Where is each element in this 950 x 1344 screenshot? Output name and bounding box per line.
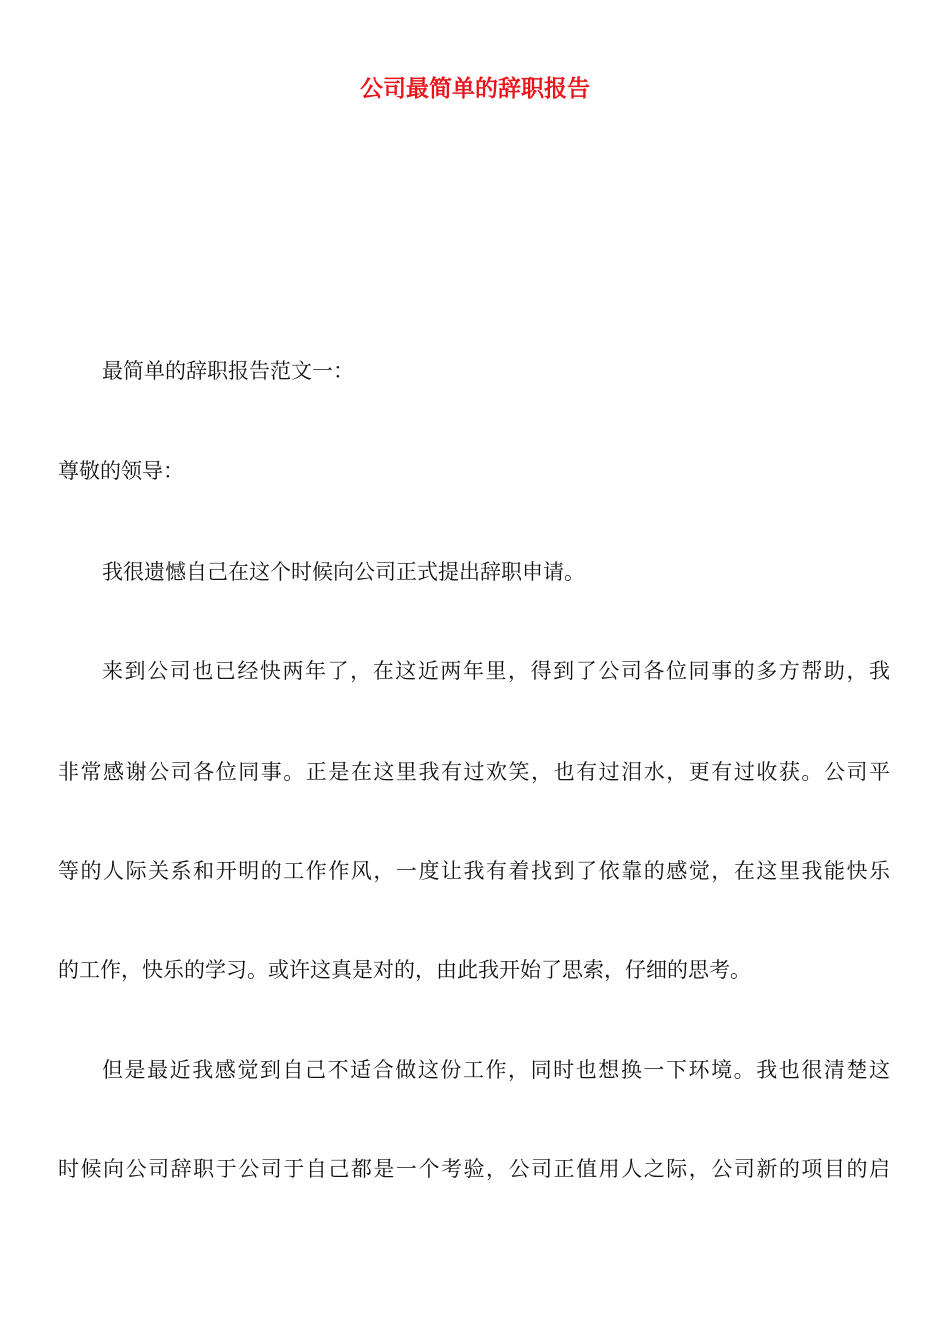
paragraph-line: 但是最近我感觉到自己不适合做这份工作，同时也想换一下环境。我也很清楚这: [102, 1058, 890, 1082]
salutation: 尊敬的领导：: [58, 459, 184, 483]
paragraph-line: 等的人际关系和开明的工作作风，一度让我有着找到了依靠的感觉，在这里我能快乐: [58, 859, 890, 883]
section-heading: 最简单的辞职报告范文一：: [102, 359, 354, 383]
paragraph-line: 我很遗憾自己在这个时候向公司正式提出辞职申请。: [102, 560, 585, 584]
paragraph-line: 的工作，快乐的学习。或许这真是对的，由此我开始了思索，仔细的思考。: [58, 958, 751, 982]
paragraph-line: 来到公司也已经快两年了，在这近两年里，得到了公司各位同事的多方帮助，我: [102, 659, 890, 683]
document-title: 公司最简单的辞职报告: [360, 76, 590, 102]
paragraph-line: 时候向公司辞职于公司于自己都是一个考验，公司正值用人之际，公司新的项目的启: [58, 1157, 890, 1181]
paragraph-line: 非常感谢公司各位同事。正是在这里我有过欢笑，也有过泪水，更有过收获。公司平: [58, 760, 890, 784]
